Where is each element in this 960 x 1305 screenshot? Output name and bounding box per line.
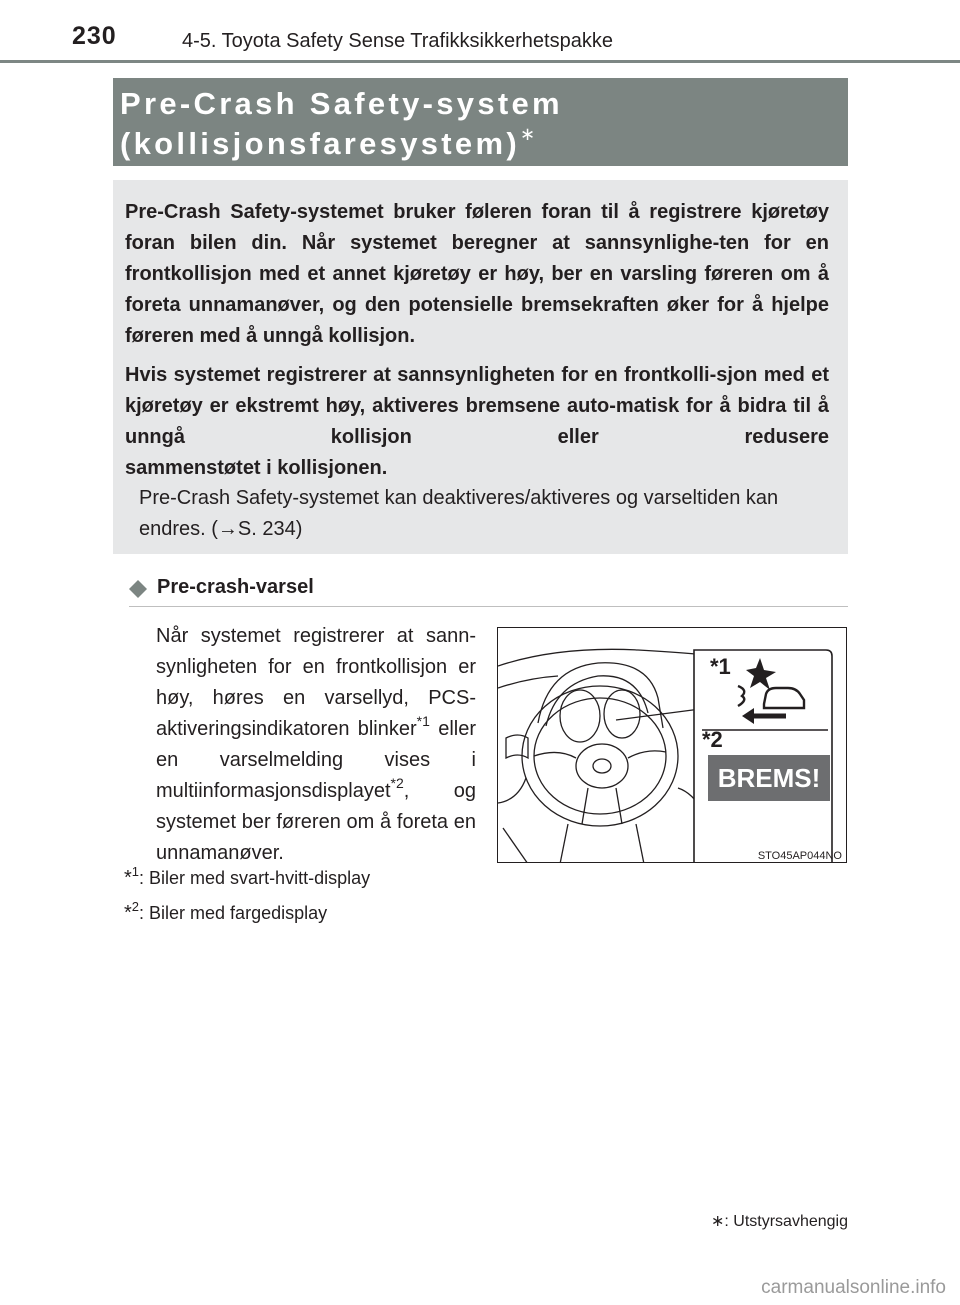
intro-paragraph-1: Pre-Crash Safety-systemet bruker føleren foran til å registrere kjøretøy foran bilen din. Når systemet beregner at sannsynlighe-ten for en frontkollisjon med et annet kjøretøy er høy, ber en varsling føreren om å foreta unnamanøver, og den potensielle bremsekraften øker for å hjelpe føreren med å unngå kollisjon. [125,201,829,347]
page-title-line2 [120,124,535,162]
footnote-2 [124,899,328,925]
section-title: 4-5. Toyota Safety Sense Trafikksikkerhetspakke [182,30,613,52]
brems-message: BREMS! [717,763,821,793]
label-asterisk-2: *2 [702,727,723,752]
intro-paragraph-2 [125,360,829,484]
watermark: carmanualsonline.info [761,1277,946,1298]
intro-paragraph-2-last: sammenstøtet i kollisjonen. [125,457,388,479]
title-banner [113,78,848,166]
page-title-line2-text: (kollisjonsfaresystem) [120,126,520,161]
subsection-heading: Pre-crash-varsel [157,576,314,598]
image-code: STO45AP044NO [757,850,842,862]
footnote-2-text: : Biler med fargedisplay [139,903,328,923]
subsection-body [156,621,476,869]
footnote-1-text: : Biler med svart-hvitt-display [139,868,371,888]
equipment-footnote: ∗: Utstyrsavhengig [710,1213,848,1230]
footnote-2-mark: * [124,902,132,924]
footnote-1 [124,864,371,890]
dashboard-illustration [497,627,847,863]
footnote-1-number: 1 [131,864,140,879]
body-footnote-ref-1: *1 [416,713,430,729]
body-text-3: , og systemet ber føreren om å foreta en unnamanøver. [156,780,476,864]
intro-note: Pre-Crash Safety-systemet kan deaktiveres/aktiveres og varseltiden kan endres. (→S. 234) [139,487,779,540]
label-asterisk-1: *1 [710,654,731,679]
intro-box [113,180,848,554]
page-title-line1: Pre-Crash Safety-system [120,86,563,121]
intro-paragraph-2-main: Hvis systemet registrerer at sannsynligheten for en frontkolli-sjon med et kjøretøy er ekstremt høy, aktiveres bremsene auto-matisk for å bidra til å unngå kollisjon eller redusere [125,364,829,448]
subsection-divider [129,606,848,607]
dashboard-drawing [498,628,847,863]
header-divider [0,60,960,63]
body-text-1: Når systemet registrerer at sann-synligheten for en frontkollisjon er høy, høres en varsellyd, PCS-aktiveringsindikatoren blinker [156,625,476,740]
footnote-1-mark: * [124,867,132,889]
body-text-2: eller en varselmelding vises i multiinformasjonsdisplayet [156,718,476,802]
page-number: 230 [72,22,117,50]
body-footnote-ref-2: *2 [390,775,404,791]
diamond-bullet-icon [129,580,147,598]
footnote-2-number: 2 [131,899,140,914]
title-marker: ∗ [519,124,536,144]
